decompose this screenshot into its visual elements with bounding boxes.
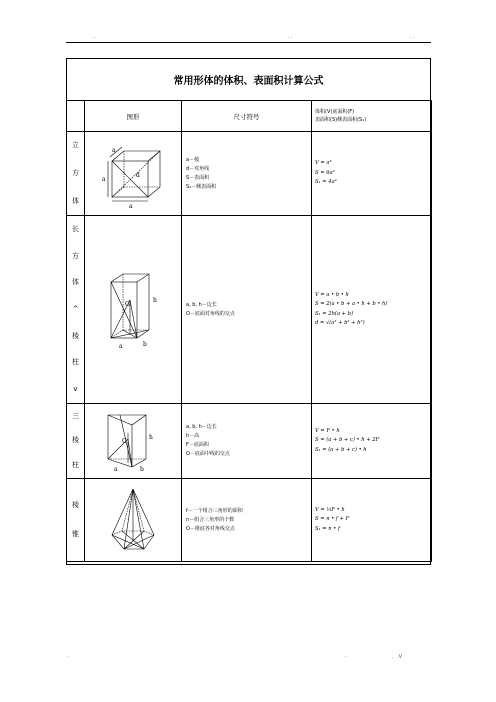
figure-cell-triangular-prism [85,404,182,479]
symbol-line: O－底面中线的交点 [186,451,230,457]
header-dot-center: . . [288,34,293,40]
cuboid-label-g: G [125,300,130,308]
row-label-char: v [73,385,78,394]
formula-line: S₁ = 2h(a + b) [315,310,354,317]
header-dot-right: . . [410,34,415,40]
header-figure: 图形 [85,101,182,132]
header-rule [66,42,431,43]
formula-cell-pyramid [312,479,432,562]
cuboid-label-a: a [119,342,123,350]
cube-label-diagonal: d [136,171,140,179]
symbol-line: F－底面积 [186,442,209,448]
table-row-pyramid [67,479,432,562]
formula-line: V = a³ [315,160,332,167]
formula-line: V = ⅓F • h [315,506,345,513]
symbol-line: a－棱 [186,156,200,163]
formula-line: V = F • h [315,427,340,434]
symbol-line: O－锥底各对角线交点 [186,525,235,532]
header-formula [312,101,432,132]
page-title: 常用形体的体积、表面积计算公式 [173,76,324,87]
row-label-char: 方 [72,251,79,260]
footer-dot-left: . [68,653,70,659]
row-label-char: 柱 [72,358,79,367]
symbol-line: f－一个组合三角形的面积 [186,507,243,514]
table-row-cuboid [67,216,432,404]
row-label-char: 柱 [72,461,79,470]
row-label-char: 长 [72,224,79,233]
row-label-char: 体 [72,278,79,287]
symbol-line: n－组合三角形的个数 [186,516,235,523]
formula-line: S = 6a² [315,169,335,176]
row-label-char: 锥 [72,530,79,539]
symbol-line: a, b, h－边长 [186,424,217,430]
row-label-char: 三 [72,411,79,420]
figure-cell-cuboid [85,216,182,404]
formula-line: S = 2(a • b + a • h + b • h) [315,301,388,307]
symbol-line: S₁－侧表面积 [186,183,217,190]
table-row-triangular-prism [67,404,432,479]
row-label-cell [67,216,85,404]
formula-line: S₁ = n • f [315,525,340,532]
symbol-line: a, b, h－边长 [186,301,217,308]
formula-line: S₁ = (a + b + c) • h [315,446,367,453]
symbols-cell-cube [182,132,312,216]
row-label-char: 棱 [72,436,79,445]
formula-line: S = n • f + F [315,516,350,523]
figure-cell-cube [85,132,182,216]
cube-label-bottom: a [129,202,133,209]
row-label-char: ^ [72,304,79,313]
formula-line: d = √(a² + b² + h²) [315,320,365,326]
cuboid-label-b: b [143,340,147,348]
header-blank [67,101,85,132]
header-dot-left: .. [92,34,96,40]
pyramid-figure [108,485,158,555]
footer-dot-center: . [345,653,347,659]
cube-label-top: a [112,146,116,154]
formula-line: S₁ = 4a² [315,179,337,186]
symbols-cell-triangular-prism [182,404,312,479]
row-label-char: 方 [72,168,79,177]
row-label-char: 体 [72,196,79,205]
row-label-cell [67,132,85,216]
header-formula-line1: 体积(V)底面积(F) [315,109,355,115]
symbol-line: d－对角线 [186,165,210,172]
header-formula-line2: 表面积(S)侧表面积(S₁) [315,117,367,123]
symbol-line: S－表面积 [186,174,210,181]
header-symbols: 尺寸符号 [182,101,312,132]
cuboid-figure [103,270,163,350]
prism-label-g: G [122,438,127,445]
cuboid-label-h: h [153,296,157,304]
row-label-char: 立 [72,141,79,150]
formula-line: V = a • b • h [315,291,349,298]
prism-label-a: a [114,466,118,473]
formula-cell-cube [312,132,432,216]
footer-dot-right: ．.V [392,654,403,660]
symbols-cell-cuboid [182,216,312,404]
cube-figure [98,139,168,209]
triangular-prism-figure [102,409,164,473]
cube-label-left: a [102,175,106,183]
table-row-cube [67,132,432,216]
prism-label-h: h [149,434,153,441]
symbol-line: O－底面对角线的交点 [186,310,235,317]
formula-cell-triangular-prism [312,404,432,479]
symbol-line: h－高 [186,433,200,439]
row-label-cell [67,479,85,562]
formula-table [66,100,432,562]
formula-line: S = (a + b + c) • h + 2F [315,437,380,444]
row-label-char: 棱 [72,500,79,509]
row-label-cell [67,404,85,479]
symbols-cell-pyramid [182,479,312,562]
row-label-char: 棱 [72,331,79,340]
prism-label-b: b [140,466,144,473]
formula-cell-cuboid [312,216,432,404]
figure-cell-pyramid [85,479,182,562]
table-header-row [67,101,432,132]
